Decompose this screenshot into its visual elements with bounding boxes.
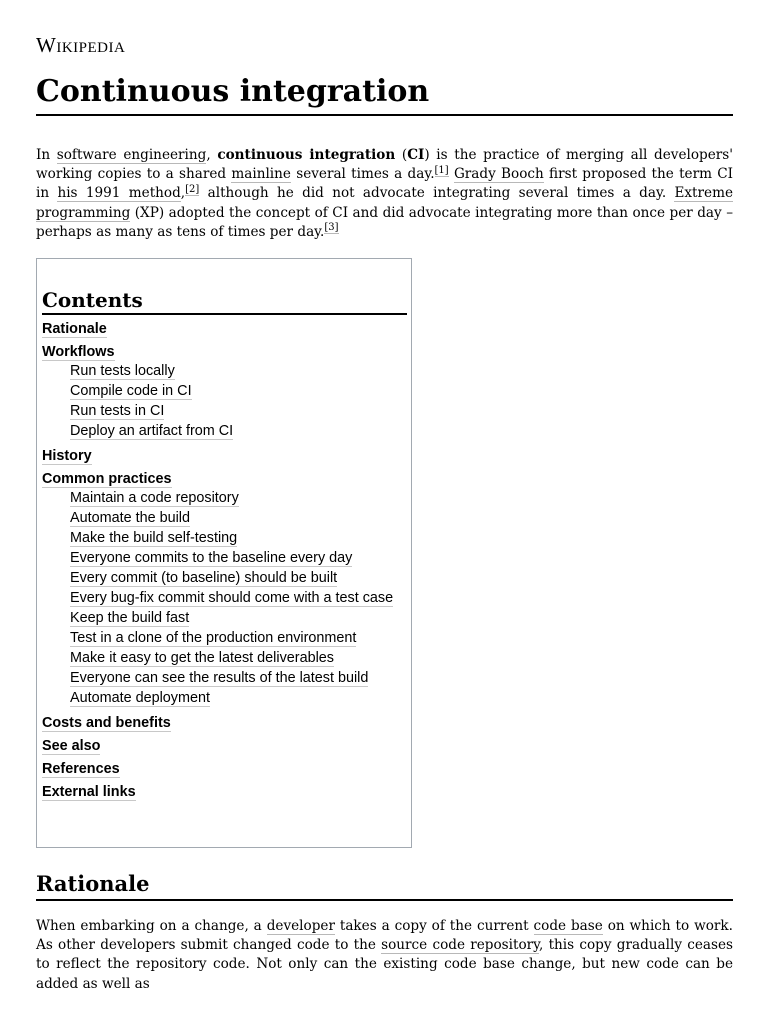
toc-item-label[interactable]: Run tests locally [70,363,175,379]
lead-text: , [180,185,186,202]
toc-item-common-practices[interactable] [42,471,407,487]
toc-item-references[interactable] [42,761,407,777]
lead-text: (XP) adopted the concept of CI and did advocate integrating more than once per day – perhaps as many as tens of times per day. [36,204,733,240]
toc-item-keep-build-fast[interactable] [42,610,407,626]
body-text: , this copy gradually ceases to reflect the repository code. Not only can the existing code base change, but new code can be added as well as [36,937,734,992]
reference-link[interactable]: [3] [324,222,339,234]
toc-item-test-in-clone[interactable] [42,630,407,646]
toc-item-label[interactable]: Everyone can see the results of the latest build [70,670,369,686]
toc-item-run-tests-in-ci[interactable] [42,403,407,419]
toc-item-run-tests-locally[interactable] [42,363,407,379]
reference-link[interactable]: [2] [185,183,200,195]
toc-item-automate-deployment[interactable] [42,690,407,706]
lead-text: ) is the practice of merging all developers' working copies to a shared [36,147,733,183]
toc-item-label[interactable]: References [42,761,120,777]
toc-item-label[interactable]: External links [42,784,136,800]
toc-item-commit-every-day[interactable] [42,550,407,566]
bold-term: continuous integration [217,147,396,163]
reference-2[interactable] [185,184,199,196]
toc-item-label[interactable]: Automate deployment [70,690,210,706]
body-text: When embarking on a change, a [36,918,267,934]
lead-text: , [206,147,218,163]
toc-item-automate-build[interactable] [42,510,407,526]
link-source-code-repository[interactable]: source code repository [381,937,540,954]
toc-item-label[interactable]: Deploy an artifact from CI [70,423,234,439]
toc-item-deploy-artifact[interactable] [42,423,407,439]
toc-item-rationale[interactable] [42,321,407,337]
lead-text: ( [395,147,408,163]
toc-title: Contents [42,287,407,315]
toc-item-label[interactable]: Maintain a code repository [70,490,239,506]
reference-link[interactable]: [1] [434,164,449,176]
toc-item-see-results[interactable] [42,670,407,686]
toc-item-label[interactable]: Workflows [42,344,115,360]
toc-item-label[interactable]: Automate the build [70,510,191,526]
toc-item-workflows[interactable] [42,344,407,360]
link-grady-booch[interactable]: Grady Booch [453,166,544,183]
toc-item-self-testing[interactable] [42,530,407,546]
toc-item-label[interactable]: Test in a clone of the production environment [70,630,357,646]
toc-item-label[interactable]: Rationale [42,321,107,337]
bold-abbr: CI [407,147,425,163]
lead-text: In [36,147,57,163]
lead-text: although he did not advocate integrating several times a day. [199,185,675,202]
toc-item-label[interactable]: History [42,448,92,464]
reference-1[interactable] [435,165,449,177]
body-text: takes a copy of the current [334,918,534,934]
toc-item-history[interactable] [42,448,407,464]
wikipedia-wordmark[interactable]: Wikipedia [36,33,126,57]
link-software-engineering[interactable]: software engineering [56,147,207,163]
toc-item-see-also[interactable] [42,738,407,754]
toc-item-label[interactable]: Run tests in CI [70,403,165,419]
toc-item-label[interactable]: Common practices [42,471,172,487]
link-code-base[interactable]: code base [533,918,603,934]
lead-paragraph [36,146,733,242]
toc-item-compile-code-in-ci[interactable] [42,383,407,399]
toc-item-label[interactable]: Every bug-fix commit should come with a test case [70,590,394,606]
toc-item-costs-benefits[interactable] [42,715,407,731]
link-developer[interactable]: developer [266,918,335,934]
toc-item-maintain-repository[interactable] [42,490,407,506]
page-title: Continuous integration [36,72,733,116]
link-extreme-programming[interactable]: Extreme programming [36,185,733,221]
toc-item-external-links[interactable] [42,784,407,800]
rationale-paragraph [36,917,733,994]
toc-item-latest-deliverables[interactable] [42,650,407,666]
toc-item-bug-fix-test-case[interactable] [42,590,407,606]
section-heading-rationale: Rationale [36,869,733,901]
toc-item-label[interactable]: Make it easy to get the latest deliverables [70,650,334,666]
toc-item-label[interactable]: Keep the build fast [70,610,190,626]
toc-item-label[interactable]: Make the build self-testing [70,530,238,546]
body-text: on which to work. As other developers submit changed code to the [36,918,733,954]
link-mainline[interactable]: mainline [231,166,291,183]
link-1991-method[interactable]: his 1991 method [57,185,181,202]
lead-text: first proposed the term CI in [36,166,733,202]
toc-item-label[interactable]: Costs and benefits [42,715,171,731]
toc-item-label[interactable]: Everyone commits to the baseline every day [70,550,353,566]
table-of-contents [36,258,412,848]
toc-item-label[interactable]: Compile code in CI [70,383,192,399]
toc-item-label[interactable]: Every commit (to baseline) should be built [70,570,338,586]
lead-text: several times a day. [290,166,435,183]
toc-item-every-commit-built[interactable] [42,570,407,586]
toc-list [42,321,407,800]
reference-3[interactable] [324,222,338,234]
toc-item-label[interactable]: See also [42,738,101,754]
